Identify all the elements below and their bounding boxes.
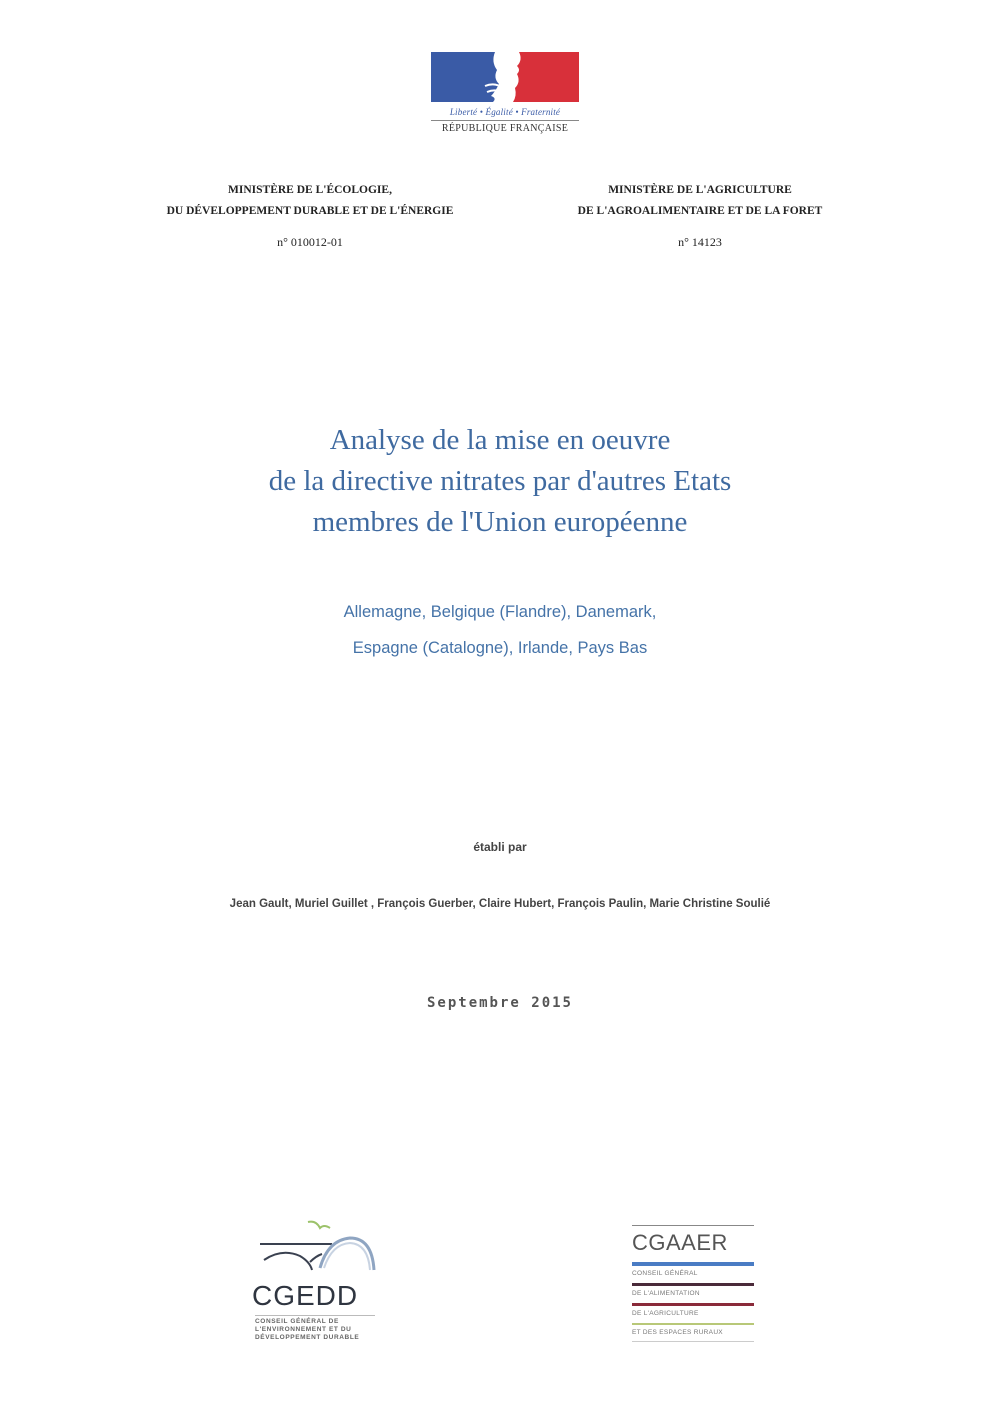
cgaaer-bottom-rule — [632, 1341, 754, 1342]
report-title — [150, 420, 850, 543]
ministry-ecology-line2: DU DÉVELOPPEMENT DURABLE ET DE L'ÉNERGIE — [166, 205, 454, 217]
cgaaer-line-3: DE L'AGRICULTURE — [632, 1310, 699, 1317]
title-line-3: membres de l'Union européenne — [312, 506, 688, 538]
report-subtitle — [200, 594, 800, 666]
cgedd-logo — [250, 1210, 380, 1350]
ministry-agriculture-line1: MINISTÈRE DE L'AGRICULTURE — [608, 184, 792, 196]
cgedd-name: CGEDD — [252, 1280, 359, 1311]
flag-red-band — [521, 52, 579, 102]
ministry-ecology-line1: MINISTÈRE DE L'ÉCOLOGIE, — [228, 184, 392, 196]
cgedd-sub-line-2: L'ENVIRONNEMENT ET DU — [255, 1326, 352, 1333]
report-date: Septembre 2015 — [426, 995, 573, 1011]
cgaaer-bar-blue — [632, 1262, 754, 1266]
cgedd-divider — [255, 1315, 375, 1316]
title-line-1: Analyse de la mise en oeuvre — [329, 424, 671, 456]
cgedd-sub-line-3: DÉVELOPPEMENT DURABLE — [255, 1334, 360, 1341]
cgaaer-bar-red — [632, 1303, 754, 1306]
flag-blue-band — [431, 52, 491, 102]
cgaaer-logo — [632, 1222, 754, 1344]
cgaaer-line-4: ET DES ESPACES RURAUX — [632, 1329, 723, 1336]
ministry-agriculture-number: n° 14123 — [678, 235, 722, 249]
cgaaer-top-rule — [632, 1225, 754, 1226]
subtitle-line-1: Allemagne, Belgique (Flandre), Danemark, — [343, 603, 657, 621]
ministry-agriculture-line2: DE L'AGROALIMENTAIRE ET DE LA FORET — [577, 205, 823, 217]
republique-francaise-logo — [431, 52, 579, 140]
subtitle-line-2: Espagne (Catalogne), Irlande, Pays Bas — [352, 639, 648, 657]
cgaaer-bar-green — [632, 1323, 754, 1325]
title-line-2: de la directive nitrates par d'autres Etats — [268, 465, 732, 497]
established-by-label: établi par — [473, 840, 527, 854]
cgedd-sub-line-1: CONSEIL GÉNÉRAL DE — [255, 1318, 339, 1325]
ministry-agriculture — [550, 180, 850, 253]
cgaaer-line-2: DE L'ALIMENTATION — [632, 1290, 700, 1297]
cgedd-emblem-icon — [250, 1210, 380, 1278]
republic-motto: Liberté • Égalité • Fraternité — [449, 107, 561, 117]
cgedd-fullname — [255, 1318, 375, 1342]
logo-divider — [431, 120, 579, 121]
ministry-ecology-number: n° 010012-01 — [277, 235, 343, 249]
cgaaer-name: CGAAER — [632, 1230, 728, 1255]
cgaaer-bar-dark — [632, 1283, 754, 1286]
authors-list: Jean Gault, Muriel Guillet , François Guerber, Claire Hubert, François Paulin, Marie Christine Soulié — [229, 898, 771, 910]
republic-name: RÉPUBLIQUE FRANÇAISE — [441, 123, 569, 134]
cgaaer-line-1: CONSEIL GÉNÉRAL — [632, 1270, 698, 1277]
ministry-ecology — [130, 180, 490, 253]
